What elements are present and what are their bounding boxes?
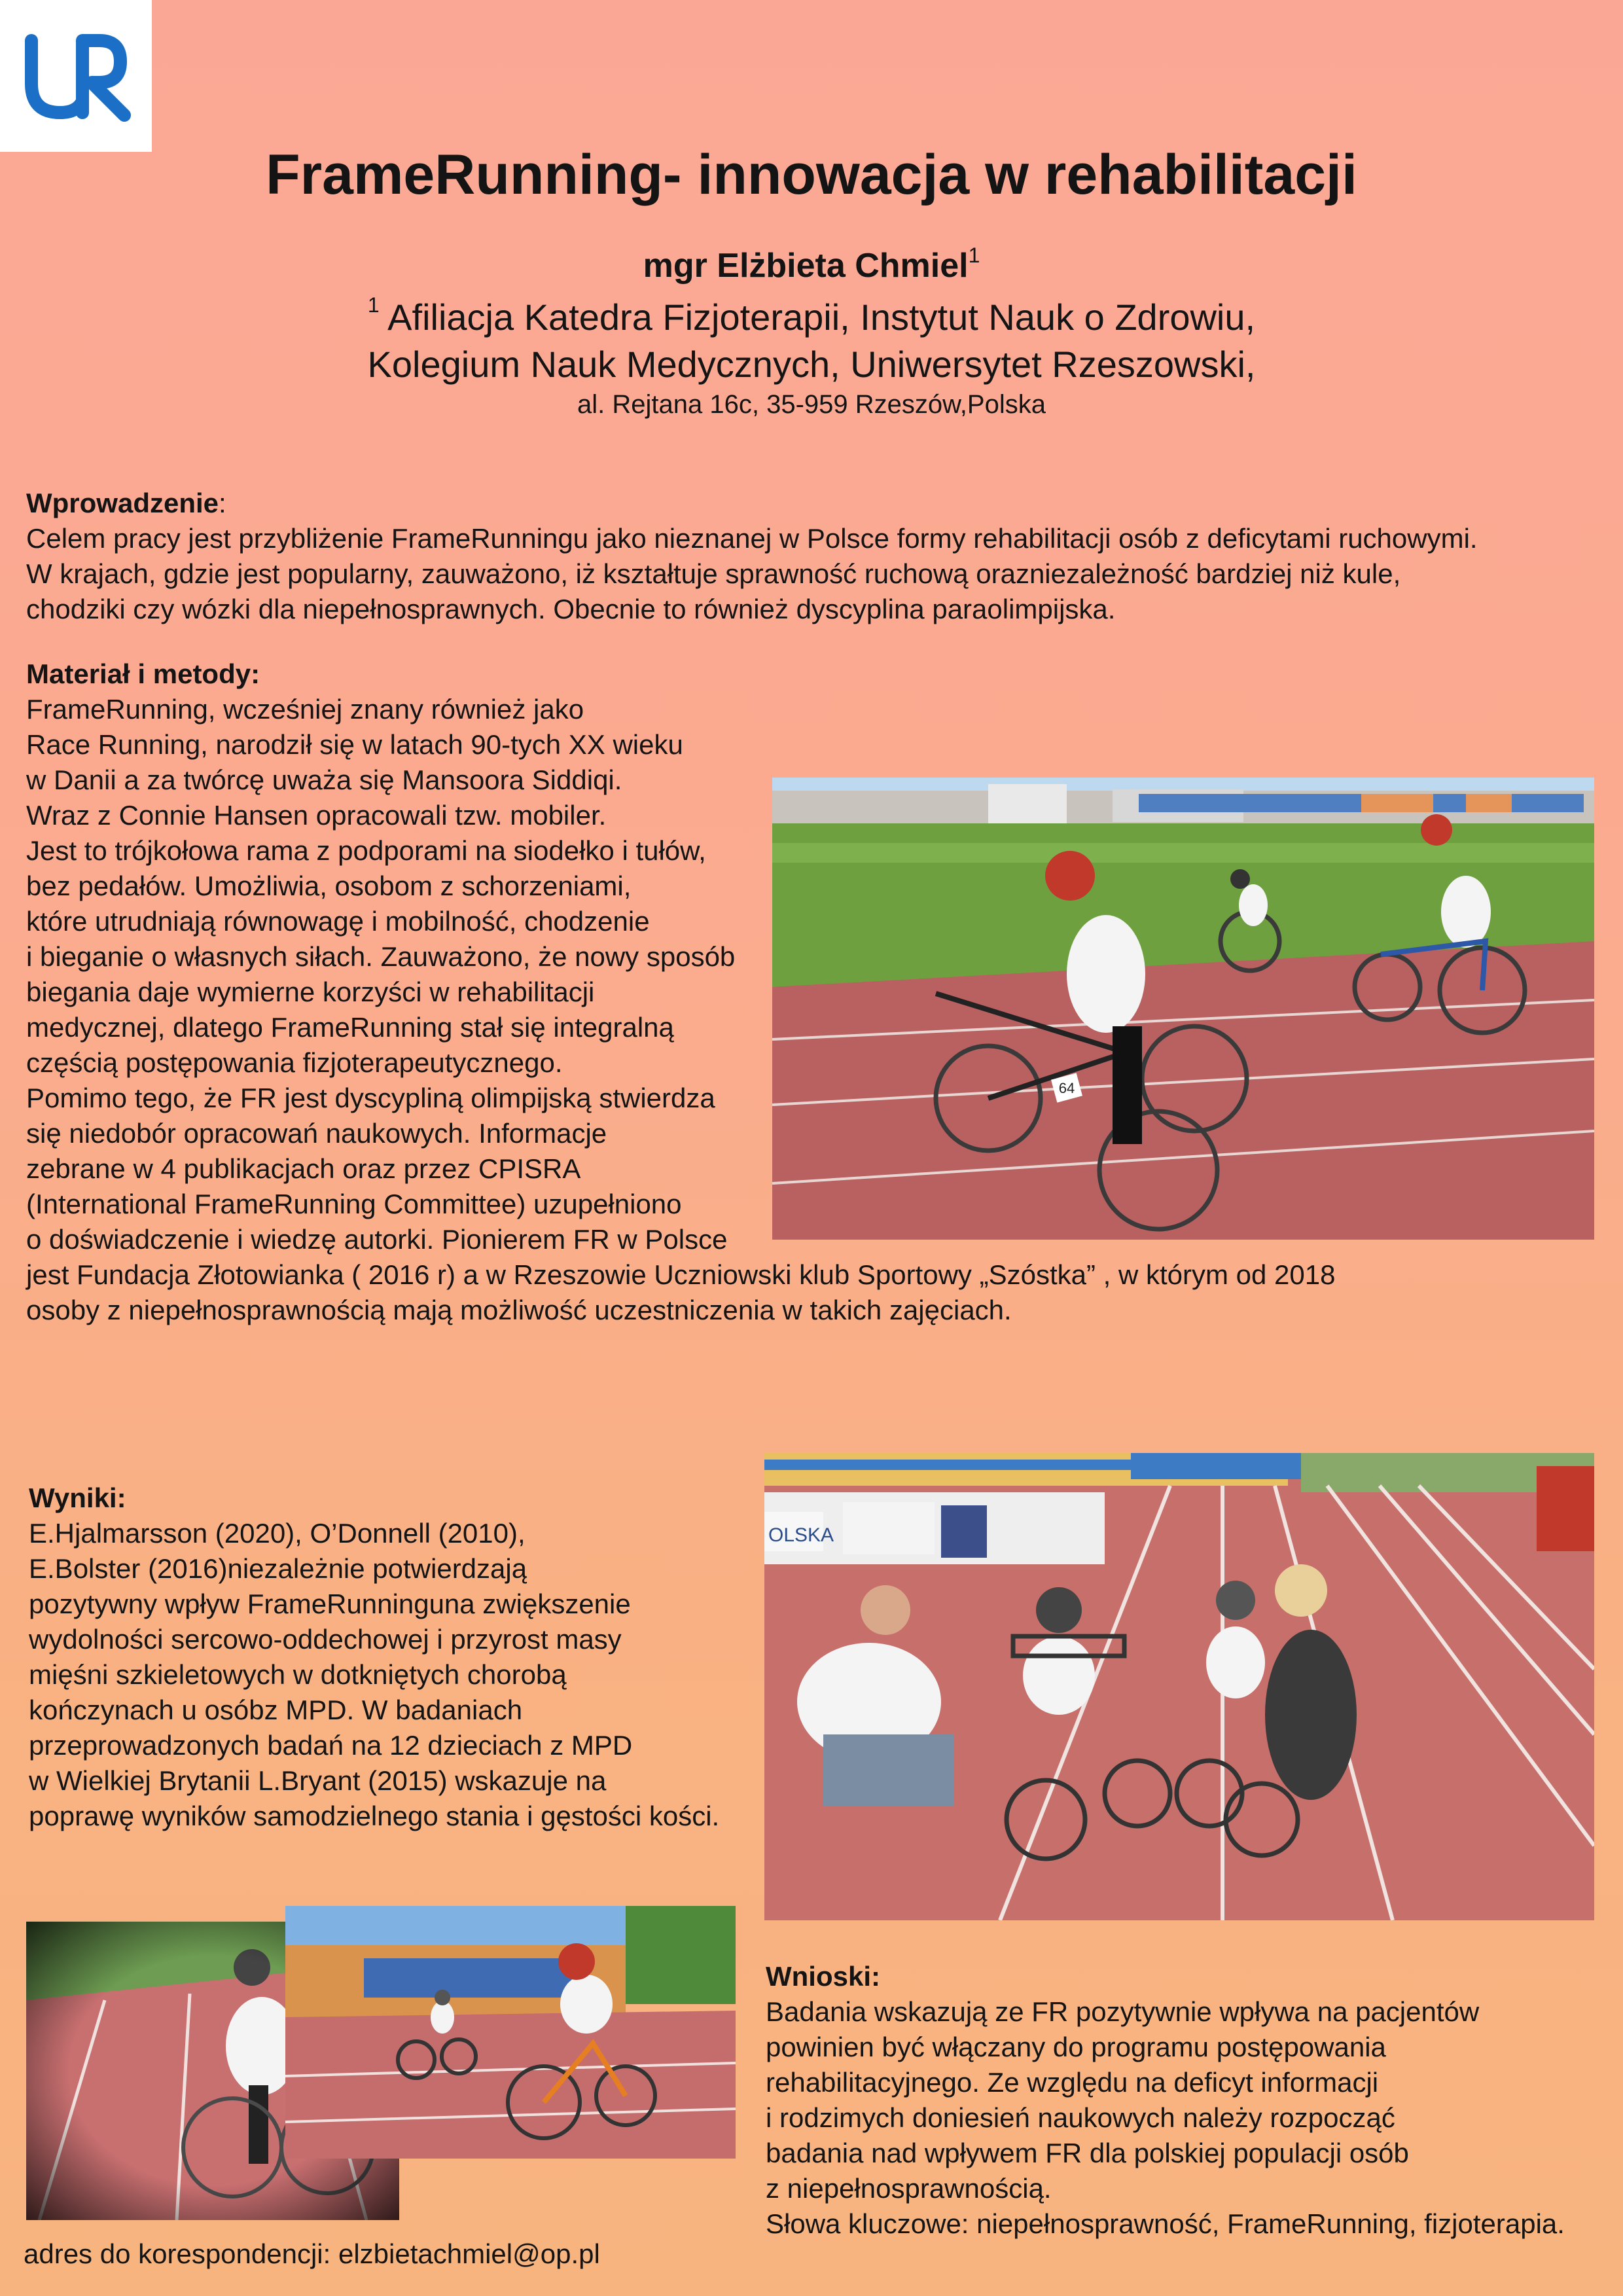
results-line: pozytywny wpływ FrameRunninguna zwiększenie xyxy=(29,1588,631,1619)
results-line: E.Bolster (2016)niezależnie potwierdzają xyxy=(29,1553,527,1584)
intro-line: W krajach, gdzie jest popularny, zauważono, iż kształtuje sprawność ruchową orazniezależność bardziej niż kule, xyxy=(26,558,1401,589)
methods-line: Jest to trójkołowa rama z podporami na siodełko i tułów, xyxy=(26,835,706,866)
methods-line: i bieganie o własnych siłach. Zauważono, że nowy sposób xyxy=(26,941,736,972)
author-superscript: 1 xyxy=(968,243,980,267)
contact-address: adres do korespondencji: elzbietachmiel@op.pl xyxy=(24,2238,600,2269)
results-line: w Wielkiej Brytanii L.Bryant (2015) wskazuje na xyxy=(29,1765,607,1796)
methods-line: Race Running, narodził się w latach 90-tych XX wieku xyxy=(26,729,683,760)
methods-line: osoby z niepełnosprawnością mają możliwość uczestniczenia w takich zajęciach. xyxy=(26,1295,1012,1325)
race-bib-number: 64 xyxy=(1058,1080,1075,1096)
methods-heading: Materiał i metody: xyxy=(26,658,260,689)
affiliation-line-2: Kolegium Nauk Medycznych, Uniwersytet Rzeszowski, xyxy=(367,344,1256,385)
methods-line: o doświadczenie i wiedzę autorki. Pionierem FR w Polsce xyxy=(26,1224,728,1255)
conclusions-line: Badania wskazują ze FR pozytywnie wpływa na pacjentów xyxy=(766,1996,1480,2027)
conclusions-heading: Wnioski: xyxy=(766,1961,880,1992)
affiliation-superscript: 1 xyxy=(367,293,380,317)
conclusions-line: i rodzimych doniesień naukowych należy rozpocząć xyxy=(766,2102,1395,2133)
results-line: mięśni szkieletowych w dotkniętych chorobą xyxy=(29,1659,567,1690)
methods-line: w Danii a za twórcę uważa się Mansoora Siddiqi. xyxy=(26,764,622,795)
methods-line: FrameRunning, wcześniej znany również jako xyxy=(26,694,584,725)
conclusions-line: z niepełnosprawnością. xyxy=(766,2173,1052,2204)
address: al. Rejtana 16c, 35-959 Rzeszów,Polska xyxy=(577,390,1046,419)
stadium-sign-text: OLSKA xyxy=(768,1524,834,1546)
methods-line: biegania daje wymierne korzyści w rehabilitacji xyxy=(26,977,595,1007)
results-line: przeprowadzonych badań na 12 dzieciach z MPD xyxy=(29,1730,633,1761)
intro-section xyxy=(26,486,1478,627)
results-line: wydolności sercowo-oddechowej i przyrost masy xyxy=(29,1624,622,1655)
results-line: E.Hjalmarsson (2020), O’Donnell (2010), xyxy=(29,1518,526,1549)
ur-logo-icon xyxy=(0,0,152,152)
results-line: poprawę wyników samodzielnego stania i gęstości kości. xyxy=(29,1801,720,1831)
results-section xyxy=(29,1480,719,1834)
methods-line: (International FrameRunning Committee) uzupełniono xyxy=(26,1189,682,1219)
photo-group-stadium xyxy=(764,1453,1594,1920)
methods-line: jest Fundacja Złotowianka ( 2016 r) a w Rzeszowie Uczniowski klub Sportowy „Szóstka” , w którym od 2018 xyxy=(26,1259,1336,1290)
results-heading: Wyniki: xyxy=(29,1482,126,1513)
methods-line: zebrane w 4 publikacjach oraz przez CPISRA xyxy=(26,1153,581,1184)
intro-line: Celem pracy jest przybliżenie FrameRunningu jako nieznanej w Polsce formy rehabilitacji osób z deficytami ruchowymi. xyxy=(26,523,1478,554)
author-name: mgr Elżbieta Chmiel$^1$ xyxy=(643,243,980,285)
university-logo xyxy=(0,0,152,152)
poster-title: FrameRunning- innowacja w rehabilitacji xyxy=(266,143,1357,206)
photo-frame-runners-track xyxy=(772,778,1594,1240)
photo-children-riding xyxy=(285,1906,736,2159)
conclusions-section xyxy=(766,1959,1565,2242)
intro-line: chodziki czy wózki dla niepełnosprawnych. Obecnie to również dyscyplina paraolimpijska. xyxy=(26,594,1116,624)
methods-line: Pomimo tego, że FR jest dyscypliną olimpijską stwierdza xyxy=(26,1083,715,1113)
conclusions-line: rehabilitacyjnego. Ze względu na deficyt informacji xyxy=(766,2067,1379,2098)
affiliation-line-1: $^1$ Afiliacja Katedra Fizjoterapii, Instytut Nauk o Zdrowiu, xyxy=(367,293,1256,338)
methods-line: się niedobór opracowań naukowych. Informacje xyxy=(26,1118,607,1149)
methods-line: częścią postępowania fizjoterapeutycznego. xyxy=(26,1047,563,1078)
methods-line: bez pedałów. Umożliwia, osobom z schorzeniami, xyxy=(26,870,632,901)
methods-line: które utrudniają równowagę i mobilność, chodzenie xyxy=(26,906,650,937)
results-line: kończynach u osóbz MPD. W badaniach xyxy=(29,1695,523,1725)
methods-line: medycznej, dlatego FrameRunning stał się integralną xyxy=(26,1012,674,1043)
intro-heading: Wprowadzenie: xyxy=(26,488,226,518)
conclusions-line: Słowa kluczowe: niepełnosprawność, FrameRunning, fizjoterapia. xyxy=(766,2208,1565,2239)
conclusions-line: badania nad wpływem FR dla polskiej populacji osób xyxy=(766,2138,1409,2168)
conclusions-line: powinien być włączany do programu postępowania xyxy=(766,2032,1386,2062)
methods-line: Wraz z Connie Hansen opracowali tzw. mobiler. xyxy=(26,800,607,831)
